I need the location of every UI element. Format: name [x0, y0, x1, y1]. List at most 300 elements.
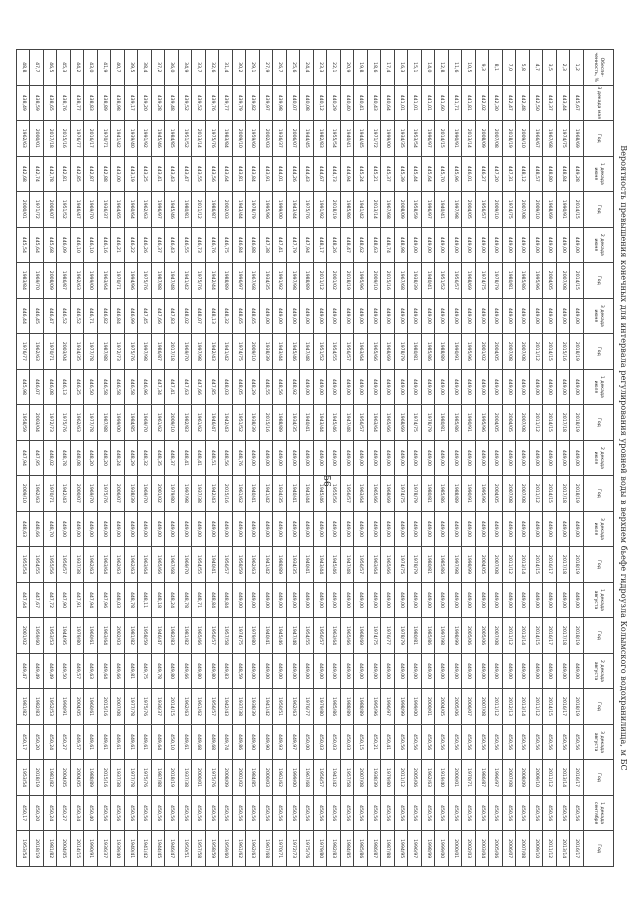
level-cell: 450,56 [125, 795, 139, 831]
year-cell: 2018/19 [327, 192, 341, 228]
year-cell: 1961/62 [233, 476, 247, 512]
level-cell: 450,00 [300, 724, 314, 760]
level-cell: 443,19 [125, 156, 139, 192]
year-cell: 1997/98 [192, 334, 206, 370]
year-cell: 2001/02 [152, 476, 166, 512]
level-cell: 449,00 [489, 369, 503, 405]
level-cell: 449,00 [489, 582, 503, 618]
year-cell: 2009/10 [17, 476, 31, 512]
year-cell: 1947/48 [287, 618, 301, 654]
level-cell: 449,00 [530, 653, 544, 689]
level-cell: 450,56 [489, 724, 503, 760]
year-cell: 2004/05 [489, 405, 503, 441]
year-cell: 2002/03 [111, 618, 125, 654]
year-cell: 1934/35 [287, 547, 301, 583]
year-cell: 2015/16 [98, 760, 112, 796]
year-cell: 2004/05 [435, 689, 449, 725]
level-cell: 449,00 [422, 511, 436, 547]
level-cell: 449,00 [125, 511, 139, 547]
level-cell: 449,00 [449, 298, 463, 334]
level-cell: 450,10 [165, 724, 179, 760]
year-cell: 1975/76 [300, 192, 314, 228]
level-cell: 448,51 [206, 440, 220, 476]
probability-cell: 16,3 [395, 50, 409, 86]
level-cell: 438,59 [30, 85, 44, 121]
year-cell: 1985/86 [327, 689, 341, 725]
level-cell: 449,00 [233, 511, 247, 547]
level-cell: 439,97 [260, 85, 274, 121]
level-cell: 449,00 [516, 298, 530, 334]
column-header: 1 декада июня [584, 156, 614, 192]
level-cell: 449,00 [395, 582, 409, 618]
year-cell: 1936/37 [98, 192, 112, 228]
year-cell: 2011/12 [530, 689, 544, 725]
year-cell: 2009/10 [530, 192, 544, 228]
year-cell: 2016/17 [543, 618, 557, 654]
level-cell: 449,00 [327, 440, 341, 476]
level-cell: 449,00 [287, 511, 301, 547]
year-cell: 1967/68 [165, 547, 179, 583]
column-header: Год [584, 689, 614, 725]
level-cell: 450,56 [165, 795, 179, 831]
year-cell: 2017/18 [557, 476, 571, 512]
level-cell: 449,00 [327, 511, 341, 547]
level-cell: 446,52 [57, 298, 71, 334]
table-row [314, 50, 328, 867]
year-cell: 1975/76 [300, 831, 314, 867]
year-cell: 2013/14 [516, 547, 530, 583]
level-cell: 448,32 [138, 440, 152, 476]
column-header: 3 декада июля [584, 511, 614, 547]
level-cell: 448,84 [557, 156, 571, 192]
table-row [530, 50, 544, 867]
year-cell: 2011/12 [530, 334, 544, 370]
level-cell: 444,73 [327, 156, 341, 192]
year-cell: 1983/84 [219, 121, 233, 157]
level-cell: 449,00 [260, 582, 274, 618]
level-cell: 450,56 [449, 795, 463, 831]
year-cell: 1961/62 [152, 405, 166, 441]
year-cell: 1963/64 [327, 618, 341, 654]
year-cell: 1974/75 [233, 618, 247, 654]
level-cell: 450,56 [341, 795, 355, 831]
level-cell: 448,08 [71, 440, 85, 476]
level-cell: 444,43 [300, 156, 314, 192]
level-cell: 449,00 [192, 511, 206, 547]
year-cell: 1959/60 [246, 121, 260, 157]
level-cell: 449,00 [246, 511, 260, 547]
level-cell: 449,00 [530, 369, 544, 405]
rotated-document [10, 43, 630, 873]
year-cell: 2016/17 [570, 831, 584, 867]
level-cell: 446,07 [30, 369, 44, 405]
year-cell: 1972/73 [287, 831, 301, 867]
year-cell: 1999/00 [273, 192, 287, 228]
level-cell: 449,93 [273, 724, 287, 760]
year-cell: 1976/77 [300, 689, 314, 725]
level-cell: 448,18 [152, 582, 166, 618]
level-cell: 449,00 [570, 227, 584, 263]
year-cell: 1986/87 [476, 760, 490, 796]
level-cell: 446,58 [111, 369, 125, 405]
year-cell: 2017/18 [557, 618, 571, 654]
column-header: Год [584, 760, 614, 796]
year-cell: 1987/88 [98, 334, 112, 370]
year-cell: 1955/56 [44, 547, 58, 583]
year-cell: 2013/14 [516, 618, 530, 654]
year-cell: 1997/98 [435, 618, 449, 654]
level-cell: 449,00 [543, 582, 557, 618]
year-cell: 1958/59 [206, 831, 220, 867]
level-cell: 442,30 [489, 85, 503, 121]
level-cell: 443,84 [246, 156, 260, 192]
level-cell: 449,00 [71, 511, 85, 547]
year-cell: 2006/07 [462, 689, 476, 725]
year-cell: 2007/08 [516, 334, 530, 370]
level-cell: 449,00 [368, 653, 382, 689]
probability-cell: 10,5 [462, 50, 476, 86]
level-cell: 448,98 [395, 227, 409, 263]
table-row [111, 50, 125, 867]
year-cell: 2009/10 [233, 121, 247, 157]
level-cell: 448,63 [17, 511, 31, 547]
level-cell: 449,00 [530, 298, 544, 334]
year-cell: 1980/81 [435, 405, 449, 441]
level-cell: 449,00 [246, 582, 260, 618]
level-cell: 449,63 [84, 653, 98, 689]
level-cell: 440,08 [300, 85, 314, 121]
level-cell: 449,00 [300, 298, 314, 334]
year-cell: 1958/59 [17, 405, 31, 441]
year-cell: 1996/97 [381, 689, 395, 725]
table-row [17, 50, 31, 867]
year-cell: 1947/48 [341, 405, 355, 441]
level-cell: 449,00 [408, 653, 422, 689]
year-cell: 2011/12 [503, 618, 517, 654]
level-cell: 449,00 [557, 369, 571, 405]
level-cell: 448,80 [543, 156, 557, 192]
probability-cell: 25,6 [287, 50, 301, 86]
level-cell: 447,90 [57, 582, 71, 618]
level-cell: 449,80 [165, 653, 179, 689]
level-cell: 446,44 [17, 298, 31, 334]
level-cell: 449,00 [557, 440, 571, 476]
level-cell: 449,00 [408, 511, 422, 547]
year-cell: 2014/15 [570, 263, 584, 299]
level-cell: 449,00 [435, 440, 449, 476]
year-cell: 1988/89 [84, 760, 98, 796]
year-cell: 1966/67 [530, 121, 544, 157]
year-cell: 1980/81 [422, 547, 436, 583]
column-header: Год [584, 192, 614, 228]
year-cell: 1940/41 [300, 547, 314, 583]
year-cell: 2016/17 [543, 547, 557, 583]
year-cell: 1995/96 [260, 192, 274, 228]
year-cell: 1974/75 [503, 192, 517, 228]
level-cell: 439,48 [165, 85, 179, 121]
probability-cell: 7,0 [503, 50, 517, 86]
year-cell: 1957/58 [341, 760, 355, 796]
year-cell: 2001/02 [327, 263, 341, 299]
year-cell: 1974/75 [557, 121, 571, 157]
level-cell: 449,00 [543, 298, 557, 334]
year-cell: 2007/08 [489, 618, 503, 654]
level-cell: 449,28 [570, 156, 584, 192]
level-cell: 447,64 [17, 582, 31, 618]
level-cell: 446,99 [125, 298, 139, 334]
year-cell: 2007/08 [516, 831, 530, 867]
level-cell: 449,00 [165, 511, 179, 547]
level-cell: 449,49 [30, 653, 44, 689]
year-cell: 1980/81 [179, 192, 193, 228]
level-cell: 449,00 [462, 440, 476, 476]
level-cell: 449,00 [314, 582, 328, 618]
year-cell: 1982/83 [165, 618, 179, 654]
probability-cell: 40,7 [111, 50, 125, 86]
year-cell: 1976/77 [381, 618, 395, 654]
level-cell: 449,00 [516, 511, 530, 547]
level-cell: 450,56 [516, 795, 530, 831]
level-cell: 448,41 [179, 440, 193, 476]
year-cell: 1991/92 [138, 121, 152, 157]
year-cell: 1942/43 [206, 476, 220, 512]
year-cell: 1940/41 [300, 405, 314, 441]
year-cell: 1963/64 [138, 547, 152, 583]
year-cell: 1961/62 [273, 760, 287, 796]
level-cell: 450,56 [98, 795, 112, 831]
year-cell: 2011/12 [530, 405, 544, 441]
level-cell: 447,66 [152, 298, 166, 334]
year-cell: 1951/52 [435, 263, 449, 299]
year-cell: 1990/91 [557, 192, 571, 228]
level-cell: 450,56 [557, 795, 571, 831]
year-cell: 1962/63 [71, 405, 85, 441]
level-cell: 447,94 [300, 227, 314, 263]
year-cell: 2014/15 [71, 831, 85, 867]
year-cell: 1940/41 [287, 476, 301, 512]
year-cell: 1962/63 [287, 689, 301, 725]
year-cell: 1965/66 [368, 334, 382, 370]
probability-cell: 20,9 [341, 50, 355, 86]
level-cell: 449,00 [476, 298, 490, 334]
year-cell: 1959/60 [219, 831, 233, 867]
year-cell: 1962/63 [138, 192, 152, 228]
level-cell: 450,56 [476, 795, 490, 831]
table-row [408, 50, 422, 867]
year-cell: 1981/82 [44, 760, 58, 796]
year-cell: 2007/08 [503, 334, 517, 370]
year-cell: 2011/12 [314, 263, 328, 299]
level-cell: 449,78 [152, 653, 166, 689]
year-cell: 2014/15 [530, 547, 544, 583]
level-cell: 446,88 [246, 227, 260, 263]
level-cell: 449,00 [206, 511, 220, 547]
level-cell: 447,20 [489, 156, 503, 192]
level-cell: 449,00 [422, 369, 436, 405]
level-cell: 446,21 [111, 227, 125, 263]
level-cell: 442,78 [44, 156, 58, 192]
year-cell: 1978/79 [246, 192, 260, 228]
level-cell: 448,84 [219, 582, 233, 618]
page-number: 56 [321, 475, 331, 487]
level-cell: 449,66 [111, 653, 125, 689]
level-cell: 438,65 [44, 85, 58, 121]
level-cell: 447,66 [192, 369, 206, 405]
year-cell: 2007/08 [489, 121, 503, 157]
year-cell: 1994/95 [395, 831, 409, 867]
year-cell: 1938/39 [246, 405, 260, 441]
level-cell: 449,00 [422, 227, 436, 263]
probability-cell: 23,3 [314, 50, 328, 86]
year-cell: 1996/97 [489, 760, 503, 796]
year-cell: 2005/06 [408, 760, 422, 796]
probability-cell: 19,8 [354, 50, 368, 86]
level-cell: 440,64 [381, 85, 395, 121]
table-row [125, 50, 139, 867]
year-cell: 2007/08 [354, 760, 368, 796]
table-body [17, 50, 584, 867]
year-cell: 1945/46 [165, 192, 179, 228]
probability-cell: 38,4 [138, 50, 152, 86]
level-cell: 449,00 [354, 298, 368, 334]
level-cell: 442,48 [516, 85, 530, 121]
year-cell: 1969/70 [179, 547, 193, 583]
year-cell: 1963/64 [98, 263, 112, 299]
year-cell: 1936/37 [98, 831, 112, 867]
year-cell: 1999/00 [408, 689, 422, 725]
year-cell: 1995/96 [368, 689, 382, 725]
year-cell: 1977/78 [84, 334, 98, 370]
year-cell: 1969/70 [138, 476, 152, 512]
year-cell: 1941/42 [260, 547, 274, 583]
level-cell: 443,44 [557, 85, 571, 121]
level-cell: 449,00 [273, 653, 287, 689]
level-cell: 449,68 [206, 724, 220, 760]
year-cell: 1937/38 [71, 547, 85, 583]
level-cell: 449,47 [17, 653, 31, 689]
year-cell: 1967/68 [543, 121, 557, 157]
level-cell: 445,54 [17, 227, 31, 263]
year-cell: 1947/48 [165, 263, 179, 299]
level-cell: 441,81 [462, 85, 476, 121]
probability-cell: 2,3 [557, 50, 571, 86]
level-cell: 450,24 [44, 795, 58, 831]
level-cell: 450,56 [435, 724, 449, 760]
year-cell: 2007/08 [557, 263, 571, 299]
level-cell: 449,00 [287, 653, 301, 689]
level-cell: 449,00 [408, 582, 422, 618]
year-cell: 2011/12 [530, 476, 544, 512]
level-cell: 449,00 [557, 511, 571, 547]
probability-cell: 41,9 [98, 50, 112, 86]
year-cell: 1943/44 [314, 405, 328, 441]
year-cell: 2000/01 [17, 192, 31, 228]
year-cell: 1999/00 [435, 831, 449, 867]
level-cell: 449,00 [273, 582, 287, 618]
level-cell: 449,83 [219, 653, 233, 689]
level-cell: 448,84 [206, 582, 220, 618]
level-cell: 449,00 [381, 298, 395, 334]
year-cell: 1956/57 [354, 547, 368, 583]
year-cell: 1968/69 [381, 334, 395, 370]
level-cell: 449,00 [462, 582, 476, 618]
level-cell: 448,59 [233, 653, 247, 689]
level-cell: 445,37 [381, 156, 395, 192]
year-cell: 1982/83 [314, 121, 328, 157]
year-cell: 1987/88 [381, 831, 395, 867]
level-cell: 450,21 [368, 724, 382, 760]
probability-cell: 15,1 [408, 50, 422, 86]
level-cell: 449,81 [125, 653, 139, 689]
year-cell: 2009/10 [516, 121, 530, 157]
year-cell: 1956/57 [219, 547, 233, 583]
level-cell: 448,66 [30, 511, 44, 547]
probability-cell: 18,6 [368, 50, 382, 86]
probability-cell: 12,8 [435, 50, 449, 86]
year-cell: 1981/82 [125, 618, 139, 654]
year-cell: 1991/92 [314, 192, 328, 228]
year-cell: 1953/54 [17, 831, 31, 867]
level-cell: 448,05 [233, 369, 247, 405]
year-cell: 1985/86 [516, 263, 530, 299]
year-cell: 2007/08 [516, 192, 530, 228]
year-cell: 1962/63 [246, 831, 260, 867]
column-header: Год [584, 831, 614, 867]
level-cell: 441,01 [395, 85, 409, 121]
year-cell: 1962/63 [422, 760, 436, 796]
table-row [557, 50, 571, 867]
year-cell: 2003/04 [30, 405, 44, 441]
year-cell: 2004/05 [57, 760, 71, 796]
level-cell: 449,00 [314, 369, 328, 405]
level-cell: 449,00 [503, 298, 517, 334]
year-cell: 2006/07 [287, 121, 301, 157]
level-cell: 449,00 [341, 653, 355, 689]
level-cell: 449,00 [233, 582, 247, 618]
level-cell: 449,00 [516, 653, 530, 689]
year-cell: 1956/57 [206, 689, 220, 725]
level-cell: 449,00 [368, 440, 382, 476]
level-cell: 449,00 [476, 227, 490, 263]
level-cell: 450,41 [381, 724, 395, 760]
year-cell: 1956/57 [354, 405, 368, 441]
year-cell: 1960/64 [125, 192, 139, 228]
level-cell: 446,84 [233, 227, 247, 263]
year-cell: 2017/18 [557, 405, 571, 441]
year-cell: 1962/63 [246, 547, 260, 583]
year-cell: 2016/17 [570, 760, 584, 796]
level-cell: 449,00 [152, 511, 166, 547]
year-cell: 1990/91 [462, 405, 476, 441]
level-cell: 449,00 [435, 227, 449, 263]
level-cell: 448,71 [192, 582, 206, 618]
probability-cell: 9,3 [476, 50, 490, 86]
level-cell: 448,29 [246, 369, 260, 405]
level-cell: 449,00 [530, 511, 544, 547]
year-cell: 1988/89 [300, 263, 314, 299]
level-cell: 448,78 [57, 440, 71, 476]
year-cell: 2005/06 [449, 689, 463, 725]
level-cell: 449,00 [516, 582, 530, 618]
level-cell: 439,17 [125, 85, 139, 121]
level-cell: 449,00 [408, 369, 422, 405]
level-cell: 448,29 [125, 440, 139, 476]
year-cell: 2000/01 [192, 760, 206, 796]
level-cell: 445,67 [570, 85, 584, 121]
year-cell: 1967/68 [395, 263, 409, 299]
level-cell: 449,00 [111, 511, 125, 547]
year-cell: 1956/57 [314, 618, 328, 654]
